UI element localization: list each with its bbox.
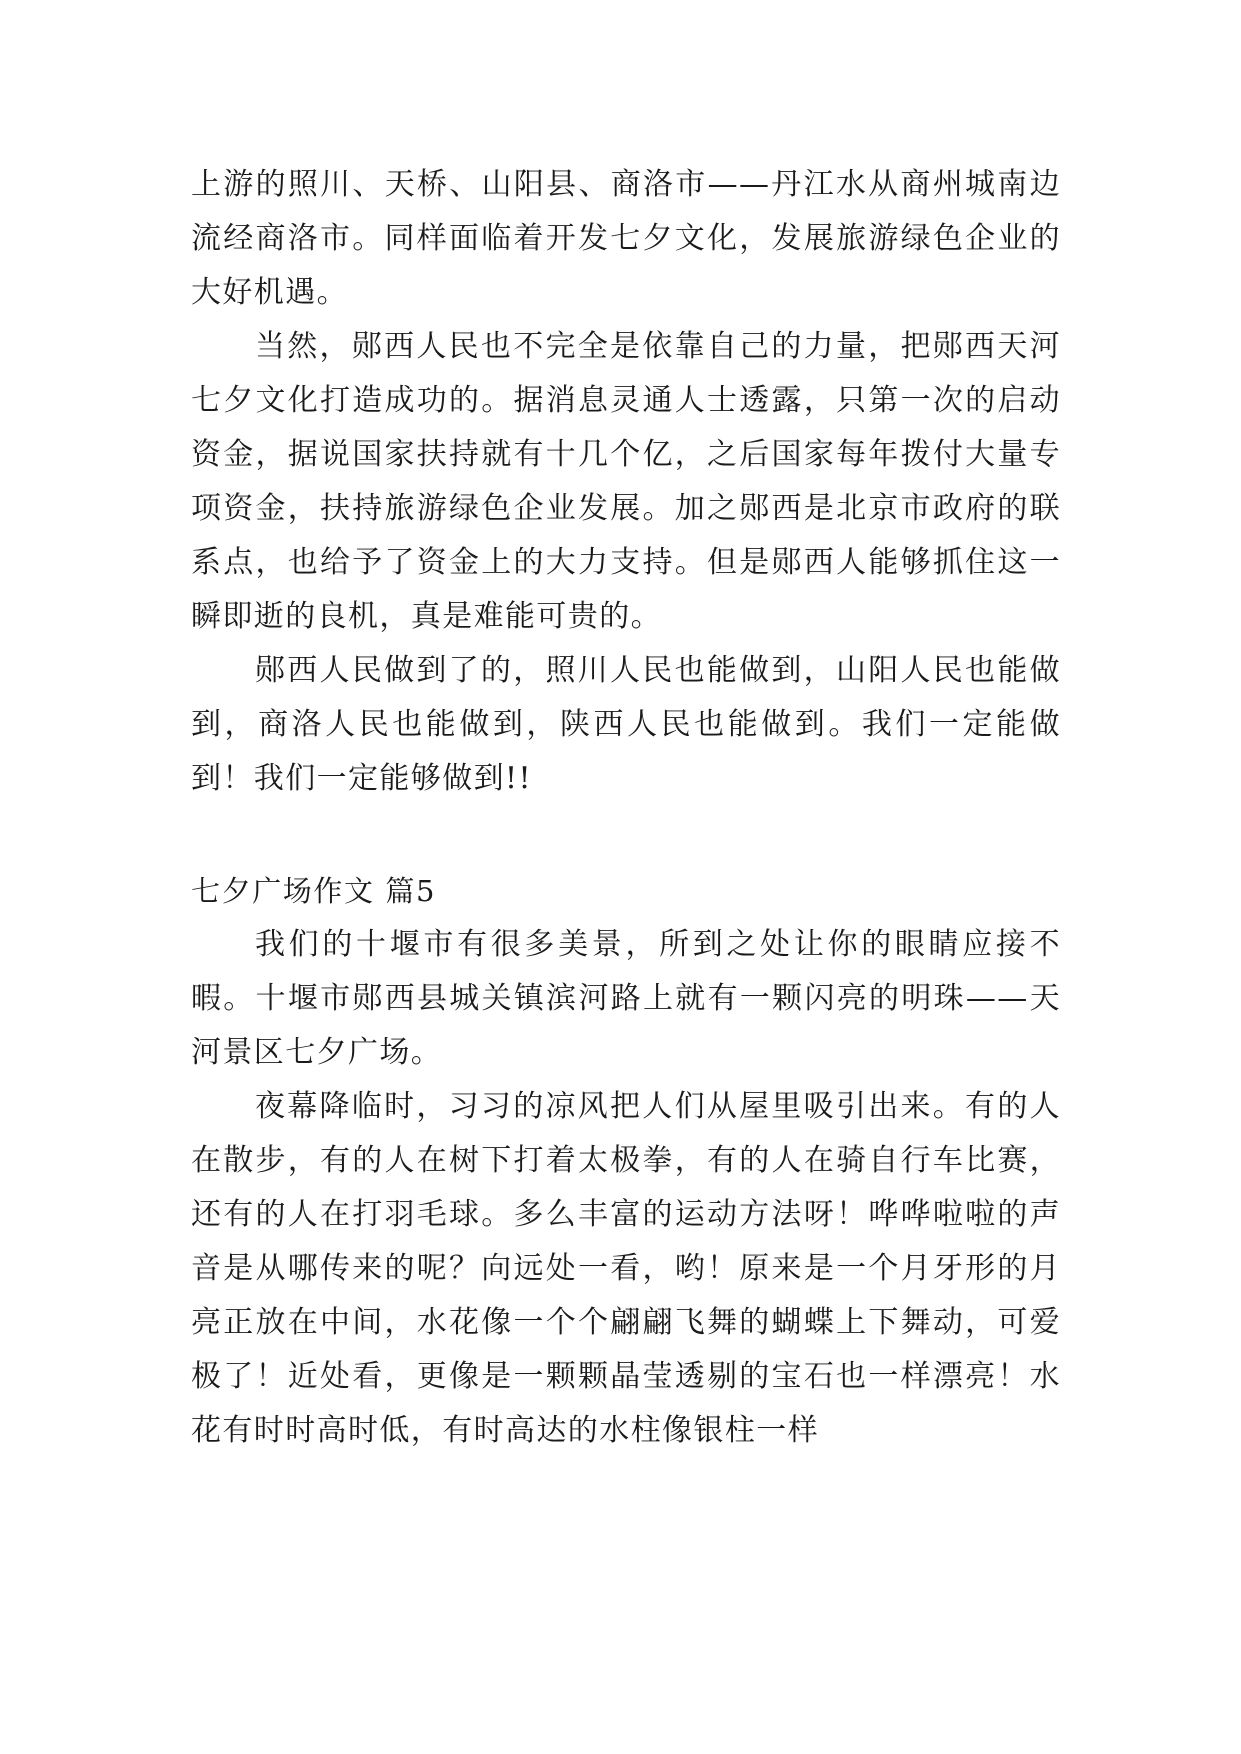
section-heading: 七夕广场作文 篇5: [191, 874, 437, 908]
document-body: [191, 158, 1061, 1458]
paragraph-funding: 当然，郧西人民也不完全是依靠自己的力量，把郧西天河七夕文化打造成功的。据消息灵通人士透露，只第一次的启动资金，据说国家扶持就有十几个亿，之后国家每年拨付大量专项资金，扶持旅游绿色企业发展。加之郧西是北京市政府的联系点，也给予了资金上的大力支持。但是郧西人能够抓住这一瞬即逝的良机，真是难能可贵的。: [191, 329, 1061, 634]
paragraph-night-scene: 夜幕降临时，习习的凉风把人们从屋里吸引出来。有的人在散步，有的人在树下打着太极拳，有的人在骑自行车比赛，还有的人在打羽毛球。多么丰富的运动方法呀！哗哗啦啦的声音是从哪传来的呢？向远处一看，哟！原来是一个月牙形的月亮正放在中间，水花像一个个翩翩飞舞的蝴蝶上下舞动，可爱极了！近处看，更像是一颗颗晶莹透剔的宝石也一样漂亮！水花有时时高时低，有时高达的水柱像银柱一样: [191, 1089, 1061, 1448]
paragraph-continuation: 上游的照川、天桥、山阳县、商洛市——丹江水从商州城南边流经商洛市。同样面临着开发七夕文化，发展旅游绿色企业的大好机遇。: [191, 167, 1061, 310]
paragraph-we-can-do-it: 郧西人民做到了的，照川人民也能做到，山阳人民也能做到，商洛人民也能做到，陕西人民也能做到。我们一定能做到！我们一定能够做到!!: [191, 653, 1061, 796]
paragraph-shiyan-intro: 我们的十堰市有很多美景，所到之处让你的眼睛应接不暇。十堰市郧西县城关镇滨河路上就有一颗闪亮的明珠——天河景区七夕广场。: [191, 927, 1061, 1070]
